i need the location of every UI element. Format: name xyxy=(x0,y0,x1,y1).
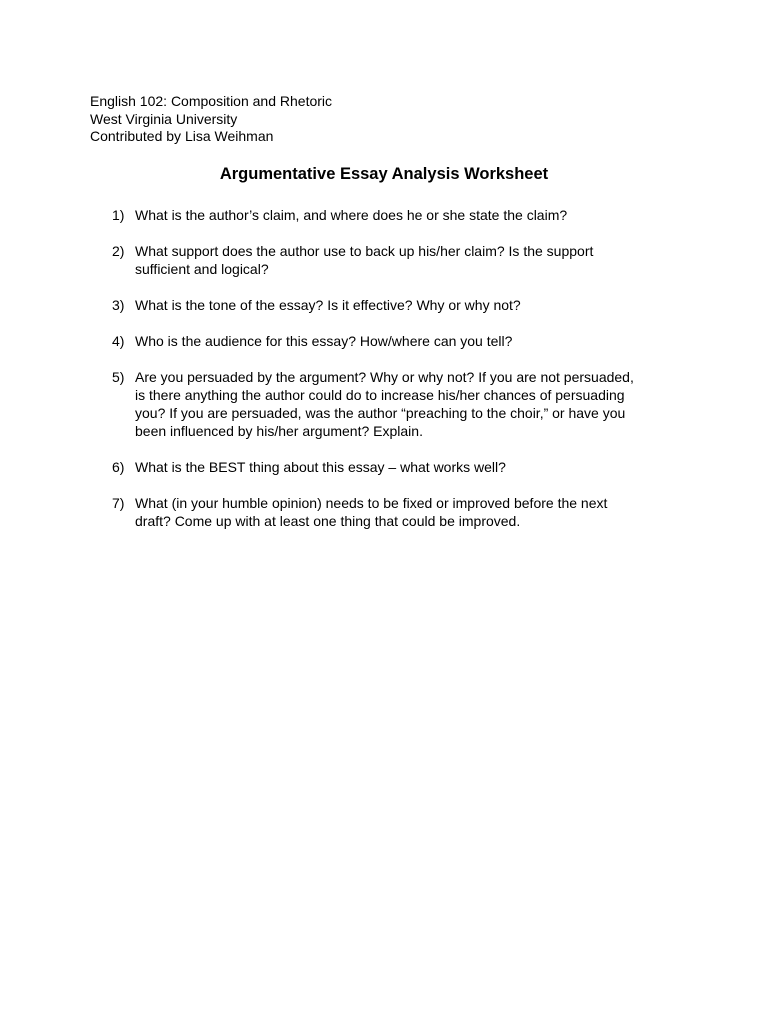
question-item xyxy=(112,368,692,440)
question-text xyxy=(135,296,692,314)
question-number: 1) xyxy=(112,207,125,223)
question-text xyxy=(135,494,692,530)
question-text xyxy=(135,458,692,476)
university-name: West Virginia University xyxy=(90,110,238,127)
question-number: 7) xyxy=(112,495,125,511)
question-line: What is the tone of the essay? Is it effective? Why or why not? xyxy=(135,297,521,313)
question-line: is there anything the author could do to increase his/her chances of persuading xyxy=(135,387,625,403)
question-item xyxy=(112,242,692,278)
question-text xyxy=(135,368,692,440)
question-number: 3) xyxy=(112,297,125,313)
document-header xyxy=(90,93,332,146)
question-text xyxy=(135,332,692,350)
question-list xyxy=(112,206,692,548)
question-number: 4) xyxy=(112,333,125,349)
question-line: What (in your humble opinion) needs to be fixed or improved before the next xyxy=(135,495,608,511)
question-text xyxy=(135,206,692,224)
contributor-credit: Contributed by Lisa Weihman xyxy=(90,128,274,144)
question-number: 5) xyxy=(112,369,125,385)
question-item xyxy=(112,332,692,350)
question-line: Are you persuaded by the argument? Why or why not? If you are not persuaded, xyxy=(135,369,634,385)
worksheet-title: Argumentative Essay Analysis Worksheet xyxy=(219,165,549,183)
question-line: What is the author’s claim, and where does he or she state the claim? xyxy=(135,207,568,223)
question-line: What support does the author use to back up his/her claim? Is the support xyxy=(135,243,594,259)
question-number: 6) xyxy=(112,459,125,475)
question-line: sufficient and logical? xyxy=(135,261,269,277)
question-number: 2) xyxy=(112,243,125,259)
question-item xyxy=(112,296,692,314)
question-line: What is the BEST thing about this essay – what works well? xyxy=(135,459,506,475)
question-item xyxy=(112,458,692,476)
question-line: been influenced by his/her argument? Explain. xyxy=(135,423,423,439)
question-line: Who is the audience for this essay? How/where can you tell? xyxy=(135,333,513,349)
question-item xyxy=(112,494,692,530)
question-line: draft? Come up with at least one thing that could be improved. xyxy=(135,513,521,529)
course-name: English 102: Composition and Rhetoric xyxy=(90,93,333,109)
question-text xyxy=(135,242,692,278)
question-item xyxy=(112,206,692,224)
question-line: you? If you are persuaded, was the author “preaching to the choir,” or have you xyxy=(135,405,626,421)
